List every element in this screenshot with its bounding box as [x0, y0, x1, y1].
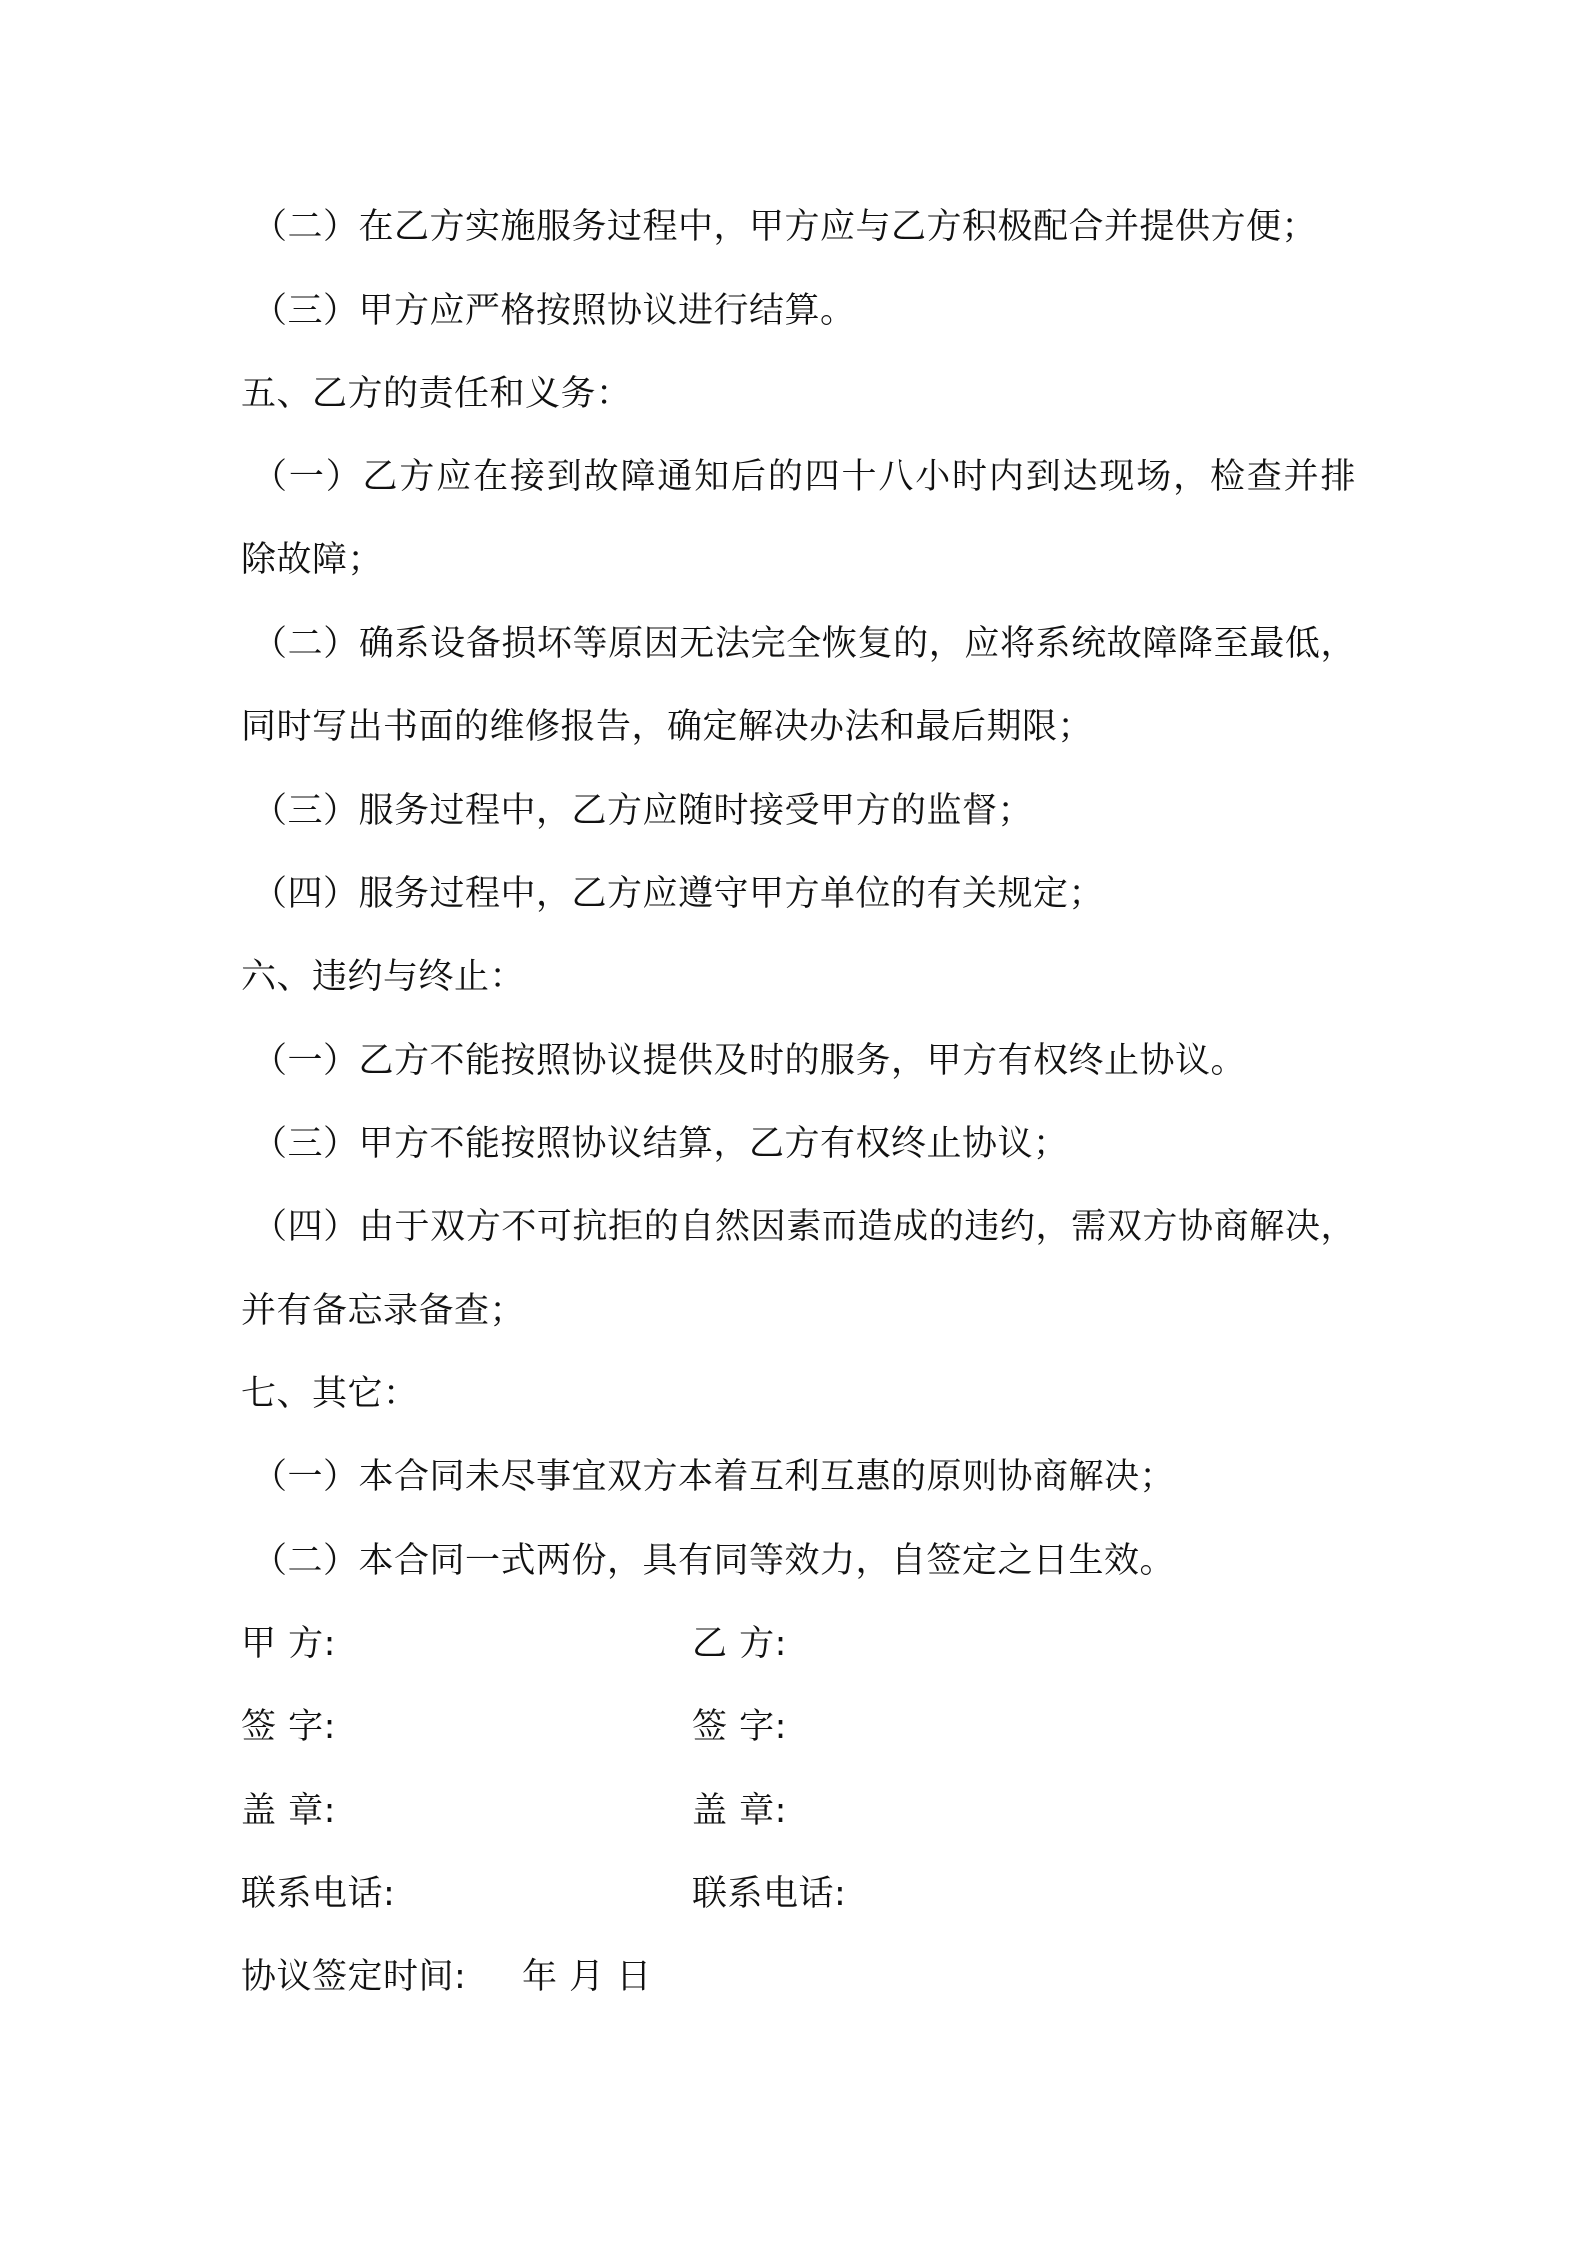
- phone-a-label: 联系电话:: [241, 1874, 396, 1914]
- party-b-label: 乙 方:: [692, 1624, 787, 1664]
- party-a-label: 甲 方:: [241, 1624, 336, 1664]
- clause-c-3: （三）甲方不能按照协议结算，乙方有权终止协议；: [252, 1124, 1069, 1164]
- clause-c-1: （一）乙方不能按照协议提供及时的服务，甲方有权终止协议。: [252, 1041, 1247, 1081]
- section-heading-7: 七、其它：: [241, 1374, 419, 1414]
- clause-5-2: （二）在乙方实施服务过程中，甲方应与乙方积极配合并提供方便；: [252, 207, 1318, 247]
- phone-b-label: 联系电话:: [692, 1874, 847, 1914]
- agreement-date-value: 年 月 日: [522, 1957, 652, 1997]
- clause-b-3: （三）服务过程中，乙方应随时接受甲方的监督；: [252, 791, 1034, 831]
- seal-b-label: 盖 章:: [692, 1791, 787, 1831]
- sign-a-label: 签 字:: [241, 1707, 336, 1747]
- clause-d-2: （二）本合同一式两份，具有同等效力，自签定之日生效。: [252, 1541, 1176, 1581]
- agreement-date-label: 协议签定时间:: [241, 1957, 467, 1997]
- clause-5-3: （三）甲方应严格按照协议进行结算。: [252, 291, 856, 331]
- clause-c-4-cont: 并有备忘录备查；: [241, 1291, 526, 1331]
- clause-b-2-cont: 同时写出书面的维修报告，确定解决办法和最后期限；: [241, 707, 1094, 747]
- clause-d-1: （一）本合同未尽事宜双方本着互利互惠的原则协商解决；: [252, 1457, 1176, 1497]
- clause-b-2: （二）确系设备损坏等原因无法完全恢复的，应将系统故障降至最低，: [252, 624, 1356, 664]
- section-heading-6: 六、违约与终止：: [241, 957, 526, 997]
- clause-b-4: （四）服务过程中，乙方应遵守甲方单位的有关规定；: [252, 874, 1105, 914]
- clause-c-4: （四）由于双方不可抗拒的自然因素而造成的违约，需双方协商解决，: [252, 1207, 1356, 1247]
- sign-b-label: 签 字:: [692, 1707, 787, 1747]
- seal-a-label: 盖 章:: [241, 1791, 336, 1831]
- section-heading-5: 五、乙方的责任和义务：: [241, 374, 632, 414]
- clause-b-1: （一）乙方应在接到故障通知后的四十八小时内到达现场，检查并排: [252, 457, 1356, 497]
- clause-b-1-cont: 除故障；: [241, 540, 384, 580]
